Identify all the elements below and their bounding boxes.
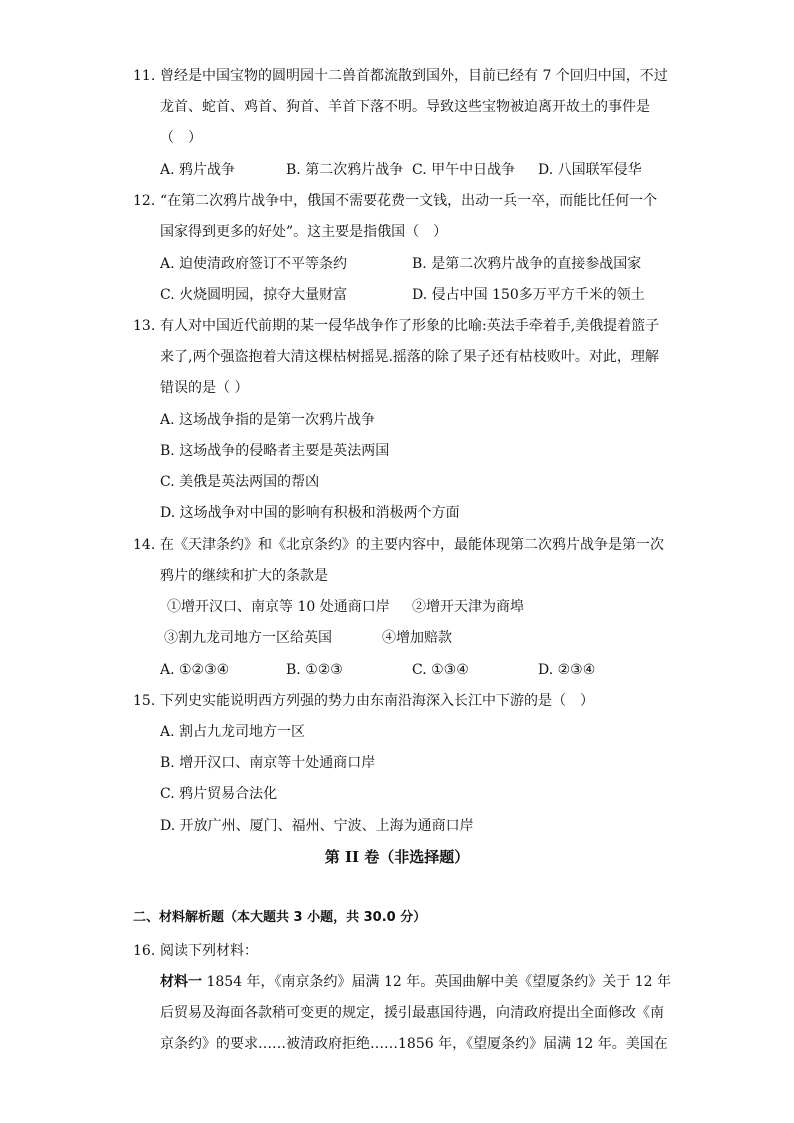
question-13-option-c: C. 美俄是英法两国的帮凶 <box>160 474 320 490</box>
question-14-item-1: ①增开汉口、南京等 10 处通商口岸 <box>167 599 390 615</box>
question-14-item-2: ②增开天津为商埠 <box>412 599 524 615</box>
question-11-option-a: A. 鸦片战争 <box>160 162 236 178</box>
question-15-option-b: B. 增开汉口、南京等十处通商口岸 <box>160 755 376 771</box>
question-12-option-a: A. 迫使清政府签订不平等条约 <box>160 256 348 272</box>
question-15-option-d: D. 开放广州、厦门、福州、宁波、上海为通商口岸 <box>160 818 474 834</box>
question-12-option-c: C. 火烧圆明园，掠夺大量财富 <box>160 287 348 303</box>
question-16-text-line-1: 阅读下列材料： <box>160 943 258 959</box>
question-number-15: 15. <box>133 693 156 709</box>
question-13-text-line-3: 错误的是（ ） <box>160 380 249 396</box>
question-11-option-c: C. 甲午中日战争 <box>412 162 516 178</box>
question-15-option-c: C. 鸦片贸易合法化 <box>160 786 278 802</box>
question-15-option-a: A. 割占九龙司地方一区 <box>160 724 306 740</box>
question-14-item-3: ③割九龙司地方一区给英国 <box>164 630 332 646</box>
question-13-option-b: B. 这场战争的侵略者主要是英法两国 <box>160 443 390 459</box>
part-two-title: 第 II 卷（非选择题） <box>324 848 470 866</box>
question-14-option-d: D. ②③④ <box>538 662 596 678</box>
material-one-line-2: 后贸易及海面各款稍可变更的规定，援引最惠国待遇，向清政府提出全面修改《南 <box>160 1005 664 1021</box>
question-11-text-line-3: （ ） <box>160 130 202 146</box>
question-13-text-line-2: 来了,两个强盗抱着大清这棵枯树摇晃.摇落的除了果子还有枯枝败叶。对此，理解 <box>160 349 659 365</box>
question-14-option-b: B. ①②③ <box>286 662 343 678</box>
question-12-option-d: D. 侵占中国 150多万平方千米的领土 <box>412 287 645 303</box>
question-number-13: 13. <box>133 318 156 334</box>
material-one-line-1 <box>160 972 671 992</box>
question-13-option-d: D. 这场战争对中国的影响有积极和消极两个方面 <box>160 505 460 521</box>
question-11-option-d: D. 八国联军侵华 <box>538 162 642 178</box>
question-12-text-line-2: 国家得到更多的好处”。这主要是指俄国（ ） <box>160 224 448 240</box>
question-number-11: 11. <box>133 68 156 84</box>
question-number-14: 14. <box>133 537 156 553</box>
question-number-16: 16. <box>133 943 156 959</box>
question-15-text-line-1: 下列史实能说明西方列强的势力由东南沿海深入长江中下游的是（ ） <box>160 693 594 709</box>
question-14-text-line-1: 在《天津条约》和《北京条约》的主要内容中，最能体现第二次鸦片战争是第一次 <box>160 537 664 553</box>
question-14-text-line-2: 鸦片的继续和扩大的条款是 <box>160 568 328 584</box>
question-13-option-a: A. 这场战争指的是第一次鸦片战争 <box>160 412 376 428</box>
material-one-line-3: 京条约》的要求……被清政府拒绝……1856 年，《望厦条约》届满 12 年。美国在 <box>160 1036 668 1052</box>
question-11-text-line-1: 曾经是中国宝物的圆明园十二兽首都流散到国外，目前已经有 7 个回归中国，不过 <box>160 68 668 84</box>
question-11-option-b: B. 第二次鸦片战争 <box>286 162 404 178</box>
question-12-option-b: B. 是第二次鸦片战争的直接参战国家 <box>412 256 642 272</box>
question-14-item-4: ④增加赔款 <box>382 630 452 646</box>
question-13-text-line-1: 有人对中国近代前期的某一侵华战争作了形象的比喻:英法手牵着手,美俄提着篮子 <box>160 318 660 334</box>
question-number-12: 12. <box>133 193 156 209</box>
section-heading: 二、材料解析题（本大题共 3 小题，共 30.0 分） <box>133 910 427 925</box>
question-14-option-a: A. ①②③④ <box>160 662 230 678</box>
question-12-text-line-1: “在第二次鸦片战争中，俄国不需要花费一文钱，出动一兵一卒，而能比任何一个 <box>160 193 658 209</box>
material-one-label: 材料一 <box>160 974 202 990</box>
question-11-text-line-2: 龙首、蛇首、鸡首、狗首、羊首下落不明。导致这些宝物被迫离开故土的事件是 <box>160 99 650 115</box>
material-one-text: 1854 年，《南京条约》届满 12 年。英国曲解中美《望厦条约》关于 12 年 <box>202 974 671 990</box>
question-14-option-c: C. ①③④ <box>412 662 469 678</box>
